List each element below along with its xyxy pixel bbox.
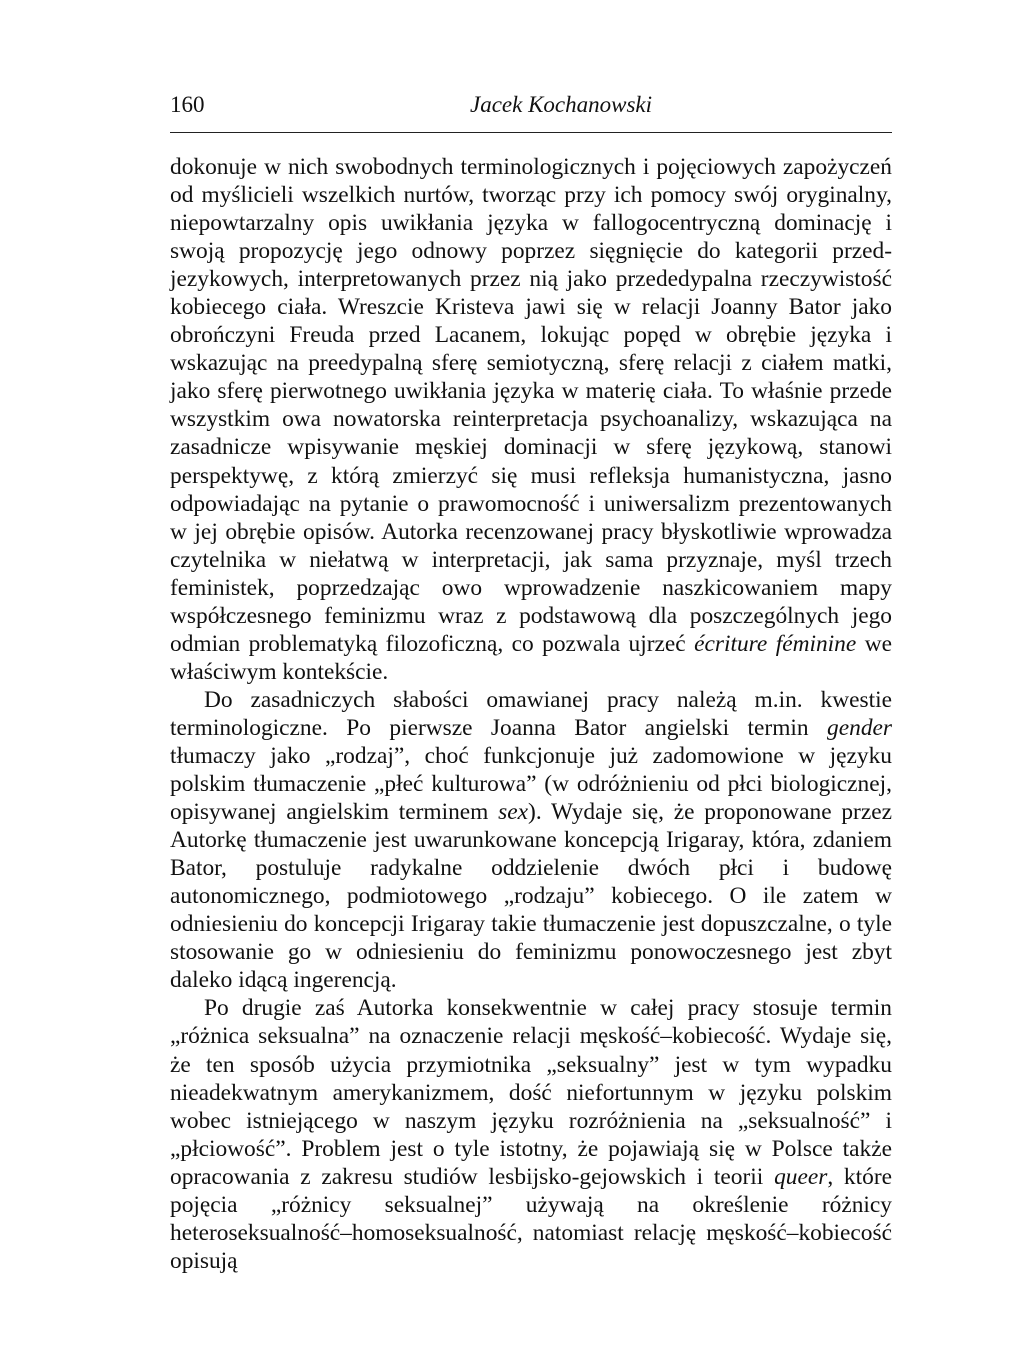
italic-term: sex <box>498 799 529 826</box>
paragraph-3 <box>170 994 892 1274</box>
italic-term: écriture féminine <box>694 630 857 657</box>
paragraph-1 <box>170 153 892 686</box>
page-number: 160 <box>170 92 205 117</box>
paragraph-text: dokonuje w nich swobodnych terminologicznych i pojęciowych zapożyczeń od myślicieli wszelkich nurtów, tworząc przy ich pomocy swój oryginalny, niepowtarzalny opis uwikłania języka w fallogocentryczną dominację i swoją propozycję jego odnowy poprzez sięgnięcie do kategorii przed-jezykowych, interpretowanych przez nią jako przededypalna rzeczywistość kobiecego ciała. Wreszcie Kristeva jawi się w relacji Joanny Bator jako obrończyni Freuda przed Lacanem, lokując popęd w obrębie języka i wskazując na preedypalną sferę semiotyczną, sferę relacji z ciałem matki, jako sferę pierwotnego uwikłania języka w materię ciała. To właśnie przede wszystkim owa nowatorska reinterpretacja psychoanalizy, wskazująca na zasadnicze wpisywanie męskiej dominacji w sferę językową, stanowi perspektywę, z którą zmierzyć się musi refleksja humanistyczna, jasno odpowiadając na pytanie o prawomocność i uniwersalizm prezentowanych w jej obrębie opisów. Autorka recenzowanej pracy błyskotliwie wprowadza czytelnika w niełatwą w interpretacji, jak sama przyznaje, myśl trzech feministek, poprzedzając owo wprowadzenie naszkicowaniem mapy współczesnego feminizmu wraz z podstawową dla poszczególnych jego odmian problematyką filozoficzną, co pozwala ujrzeć <box>170 154 892 657</box>
paragraph-text: , które pojęcia „różnicy seksualnej” używają na określenie różnicy heteroseksualność–homoseksualność, natomiast relację męskość–kobiecość opisują <box>170 1163 892 1274</box>
italic-term: queer <box>774 1163 828 1190</box>
book-page <box>170 92 892 1275</box>
body-text <box>170 153 892 1275</box>
paragraph-text: tłumaczy jako „rodzaj”, choć funkcjonuje już zadomowione w języku polskim tłumaczenie „płeć kulturowa” (w odróżnieniu od płci biologicznej, opisywanej angielskim terminem <box>170 742 892 826</box>
paragraph-2 <box>170 686 892 995</box>
running-title: Jacek Kochanowski <box>469 92 653 117</box>
paragraph-text: we właściwym kontekście. <box>170 630 892 685</box>
italic-term: gender <box>827 714 892 741</box>
running-header <box>170 92 892 126</box>
paragraph-text: ). Wydaje się, że proponowane przez Autorkę tłumaczenie jest uwarunkowane koncepcją Irigaray, która, zdaniem Bator, postuluje radykalne oddzielenie dwóch płci i budowę autonomicznego, podmiotowego „rodzaju” kobiecego. O ile zatem w odniesieniu do koncepcji Irigaray takie tłumaczenie jest dopuszczalne, o tyle stosowanie go w odniesieniu do feminizmu ponowoczesnego jest zbyt daleko idącą ingerencją. <box>170 799 892 994</box>
paragraph-text: Po drugie zaś Autorka konsekwentnie w całej pracy stosuje termin „różnica seksualna” na oznaczenie relacji męskość–kobiecość. Wydaje się, że ten sposób użycia przymiotnika „seksualny” jest w tym wypadku nieadekwatnym amerykanizmem, dość niefortunnym w języku polskim wobec istniejącego w naszym języku rozróżnienia na „seksualność” i „płciowość”. Problem jest o tyle istotny, że pojawiają się w Polsce także opracowania z zakresu studiów lesbijsko-gejowskich i teorii <box>170 995 892 1190</box>
paragraph-text: Do zasadniczych słabości omawianej pracy należą m.in. kwestie terminologiczne. Po pierwsze Joanna Bator angielski termin <box>170 686 892 741</box>
header-rule <box>170 132 892 133</box>
